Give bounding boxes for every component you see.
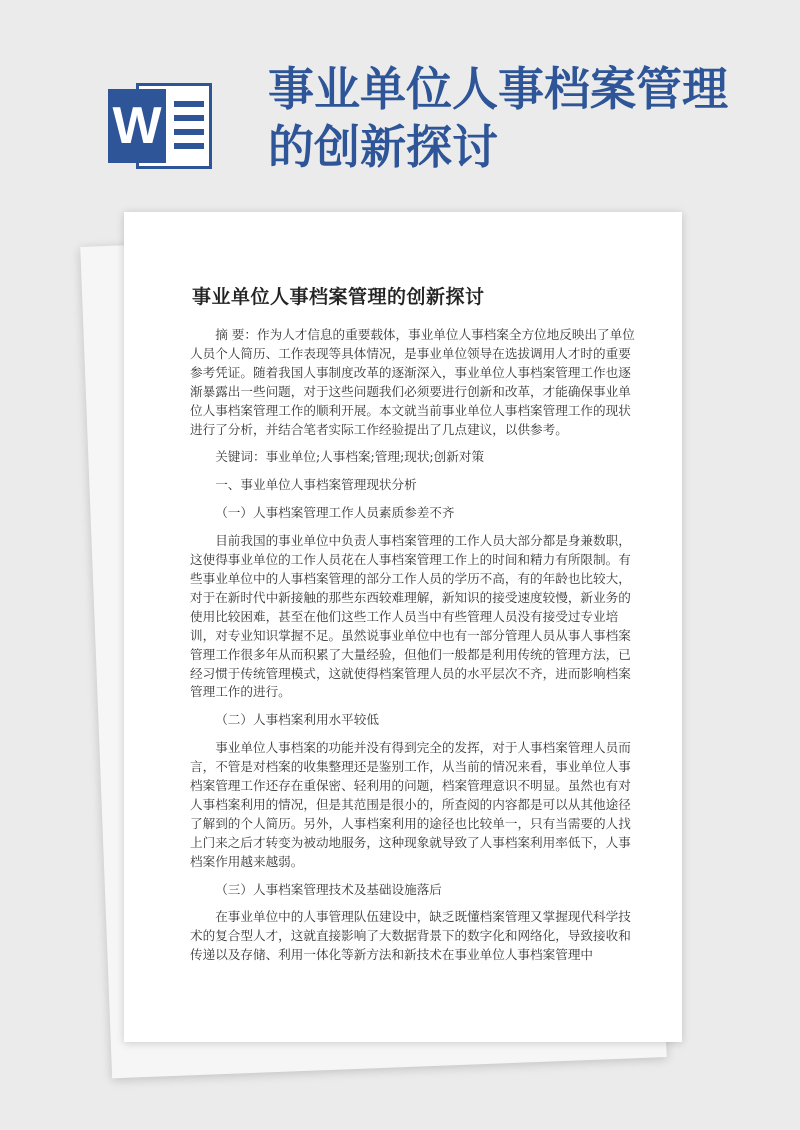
word-document-icon [108,75,216,175]
section-heading-1: 一、事业单位人事档案管理现状分析 [215,477,417,493]
subsection-heading-3: （三）人事档案管理技术及基础设施落后 [215,881,442,897]
document-body [190,326,640,965]
paragraph-2: 事业单位人事档案的功能并没有得到完全的发挥，对于人事档案管理人员而言，不管是对档案的收集整理还是鉴别工作，从当前的情况来看，事业单位人事档案管理工作还存在重保密、轻利用的问题，档案管理意识不明显。虽然也有对人事档案利用的情况，但是其范围是很小的，所查阅的内容都是可以从其他途径了解到的个人简历。另外，人事档案利用的途径也比较单一，只有当需要的人找上门来之后才转变为被动地服务，这种现象就导致了人事档案利用率低下，人事档案作用越来越弱。 [190,740,631,869]
header-title [268,60,738,176]
document-page [124,212,682,1042]
subsection-heading-2: （二）人事档案利用水平较低 [215,712,379,728]
subsection-heading-1: （一）人事档案管理工作人员素质参差不齐 [215,505,455,521]
word-letter-badge: W [108,89,166,163]
keywords: 关键词：事业单位;人事档案;管理;现状;创新对策 [215,449,485,465]
header-title-line2: 的创新探讨 [268,120,498,174]
paragraph-3: 在事业单位中的人事管理队伍建设中，缺乏既懂档案管理又掌握现代科学技术的复合型人才，这就直接影响了大数据背景下的数字化和网络化，导致接收和传递以及存储、利用一体化等新方法和新技术在事业单位人事档案管理中 [190,909,631,963]
header-title-line1: 事业单位人事档案管理 [268,62,728,116]
abstract: 摘 要：作为人才信息的重要载体，事业单位人事档案全方位地反映出了单位人员个人简历、工作表现等具体情况，是事业单位领导在选拔调用人才时的重要参考凭证。随着我国人事制度改革的逐渐深入，事业单位人事档案管理工作也逐渐暴露出一些问题，对于这些问题我们必须要进行创新和改革，才能确保事业单位人事档案管理工作的顺利开展。本文就当前事业单位人事档案管理工作的现状进行了分析，并结合笔者实际工作经验提出了几点建议，以供参考。 [190,327,635,437]
paragraph-1: 目前我国的事业单位中负责人事档案管理的工作人员大部分都是身兼数职，这使得事业单位的工作人员花在人事档案管理工作上的时间和精力有所限制。有些事业单位中的人事档案管理的部分工作人员的学历不高，有的年龄也比较大，对于在新时代中新接触的那些东西较难理解，新知识的接受速度较慢，新业务的使用比较困难，甚至在他们这些工作人员当中有些管理人员没有接受过专业培训，对专业知识掌握不足。虽然说事业单位中也有一部分管理人员从事人事档案管理工作很多年从而积累了大量经验，但他们一般都是利用传统的管理方法，已经习惯于传统管理模式，这就使得档案管理人员的水平层次不齐，进而影响档案管理工作的进行。 [190,533,631,700]
document-title: 事业单位人事档案管理的创新探讨 [192,286,485,308]
